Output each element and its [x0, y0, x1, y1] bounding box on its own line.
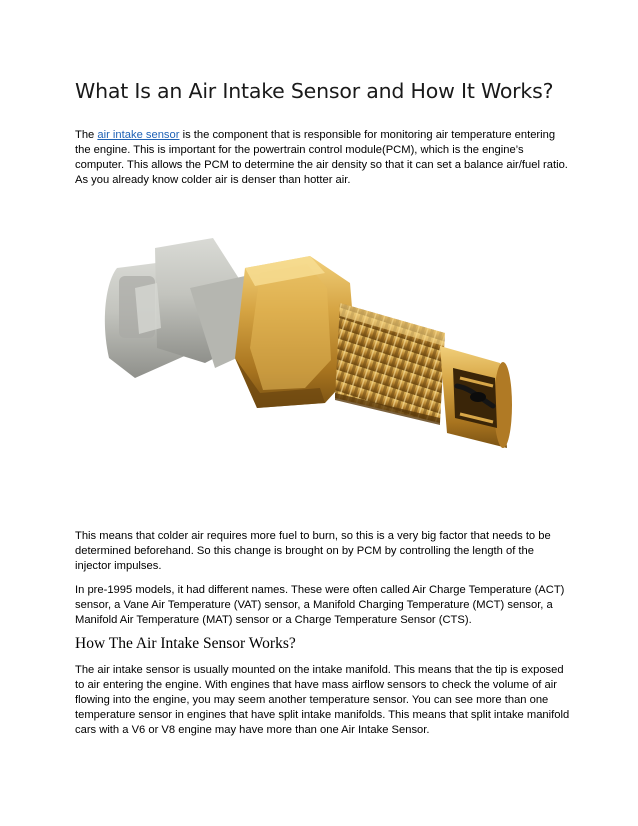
sensor-tip	[440, 346, 512, 448]
air-intake-sensor-link[interactable]: air intake sensor	[97, 129, 180, 141]
mounting-paragraph: The air intake sensor is usually mounted on the intake manifold. This means that the tip is exposed to air entering the engine. With engines that have mass airflow sensors to check the volume of air flowing into the engine, you may seem another temperature sensor. You can see more than one temperature sensor in engines that have split intake manifolds. This means that split intake manifold cars with a V6 or V8 engine may have more than one Air Intake Sensor.	[75, 664, 570, 736]
intro-text-rest: is the component that is responsible for monitoring air temperature entering the engine. This is important for the powertrain control module(PCM), which is the engine’s computer. This allows the PCM to determine the air density so that it can set a balance air/fuel ratio. As you already know colder air is denser than hotter air.	[75, 129, 568, 186]
page-title: What Is an Air Intake Sensor and How It Works?	[75, 79, 554, 103]
sensor-illustration	[95, 228, 545, 518]
threaded-shank	[335, 303, 445, 425]
sensor-photo	[95, 228, 545, 518]
history-paragraph: In pre-1995 models, it had different names. These were often called Air Charge Temperature (ACT) sensor, a Vane Air Temperature (VAT) sensor, a Manifold Charging Temperature (MCT) sensor, a Manifold Air Temperature (MAT) sensor or a Charge Temperature Sensor (CTS).	[75, 584, 565, 626]
section-heading: How The Air Intake Sensor Works?	[75, 635, 296, 652]
intro-text-start: The	[75, 129, 98, 141]
intro-paragraph	[75, 128, 570, 188]
fuel-paragraph: This means that colder air requires more fuel to burn, so this is a very big factor that needs to be determined beforehand. So this change is brought on by PCM by controlling the length of the injector impulses.	[75, 530, 551, 572]
